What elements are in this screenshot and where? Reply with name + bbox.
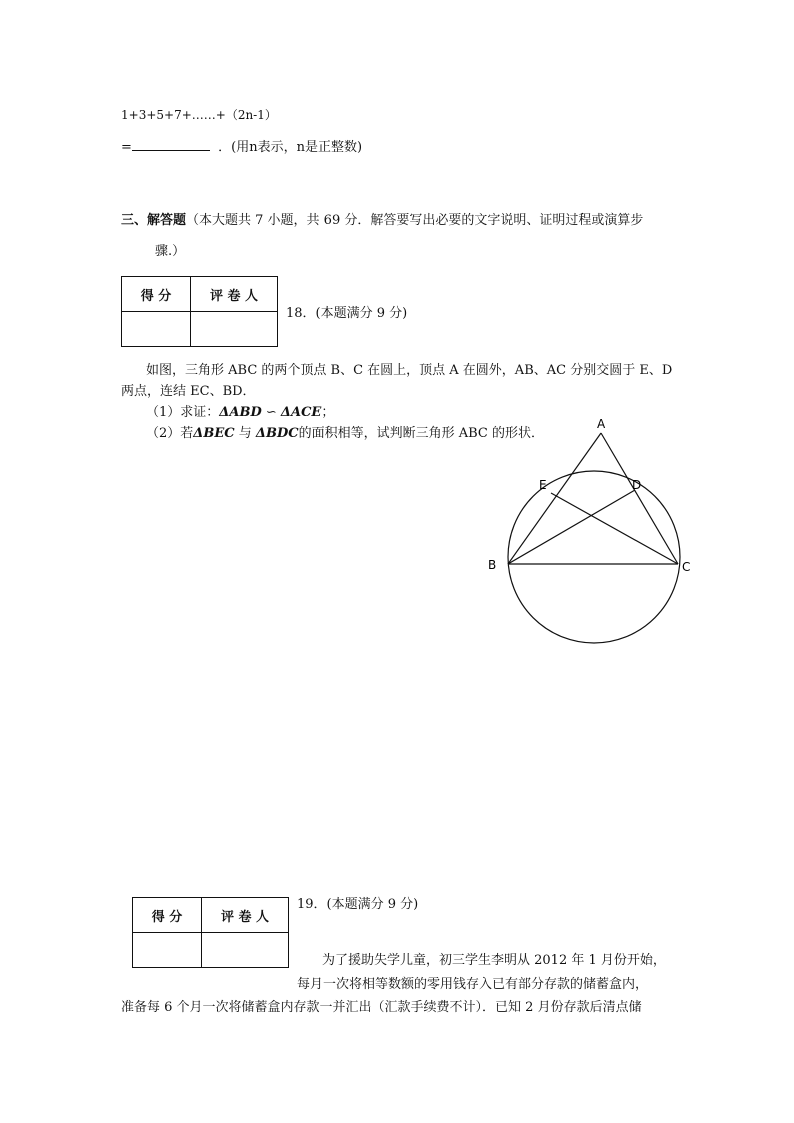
q18-part2-triangle-bec: ΔBEC [193,426,235,441]
q19-line2: 每月一次将相等数额的零用钱存入已有部分存款的储蓄盒内， [297,977,649,992]
figure-label-d: D [632,478,642,492]
figure-side-ab [508,433,601,564]
score-box-q18-score-cell[interactable] [122,312,191,347]
score-box-q19-grader-cell[interactable] [202,933,289,968]
q17-answer-blank[interactable] [132,138,210,151]
section3-heading-line [121,209,643,228]
score-box-q19-col1: 得 分 [133,898,202,933]
q18-line1: 如图，三角形 ABC 的两个顶点 B、C 在圆上，顶点 A 在圆外，AB、AC 分别交圆于 E、D [146,363,673,378]
q17-answer-line [121,136,362,155]
q18-part1-triangle-ace: ΔACE [280,405,322,420]
q18-line2: 两点，连结 EC、BD． [121,384,256,399]
score-box-q18 [121,276,278,347]
q17-series: 1+3+5+7+……+（2n-1） [121,108,277,122]
section3-description: （本大题共 7 小题，共 69 分．解答要写出必要的文字说明、证明过程或演算步 [186,213,644,228]
q18-part1 [146,401,334,420]
figure-label-a: A [597,417,606,431]
score-box-q19-score-cell[interactable] [133,933,202,968]
q19-title: 19．(本题满分 9 分) [297,897,419,912]
figure-label-b: B [488,558,497,572]
figure-label-c: C [682,560,691,574]
q17-note: ．(用n表示，n是正整数) [218,140,363,155]
q18-part2-triangle-bdc: ΔBDC [255,426,299,441]
q18-part2-end: 的面积相等，试判断三角形 ABC 的形状． [298,426,544,441]
q18-part1-prefix: （1）求证： [146,405,220,420]
q18-part1-similar-sign: ∽ [261,405,281,420]
q18-part1-end: ； [321,405,335,420]
q18-part2-prefix: （2）若 [146,426,194,441]
score-box-q18-grader-cell[interactable] [191,312,278,347]
figure-circle [508,471,680,643]
section3-heading: 三、解答题 [121,213,187,228]
figure-side-ac [601,433,678,564]
q18-title: 18．(本题满分 9 分) [286,306,408,321]
score-box-q18-col1: 得 分 [122,277,191,312]
score-box-q18-col2: 评 卷 人 [191,277,278,312]
q19-line3: 准备每 6 个月一次将储蓄盒内存款一并汇出（汇款手续费不计）．已知 2 月份存款后清点储 [121,1000,642,1015]
figure-segment-bd [508,490,635,564]
q18-geometry-figure [480,410,710,660]
score-box-q19 [132,897,289,968]
figure-label-e: E [539,478,547,492]
score-box-q19-col2: 评 卷 人 [202,898,289,933]
q19-line1: 为了援助失学儿童，初三学生李明从 2012 年 1 月份开始， [322,953,666,968]
q18-part2-mid: 与 [234,426,256,441]
section3-description-cont: 骤.） [155,244,186,259]
q18-part1-triangle-abd: ΔABD [219,405,262,420]
q17-equals: = [121,140,132,155]
